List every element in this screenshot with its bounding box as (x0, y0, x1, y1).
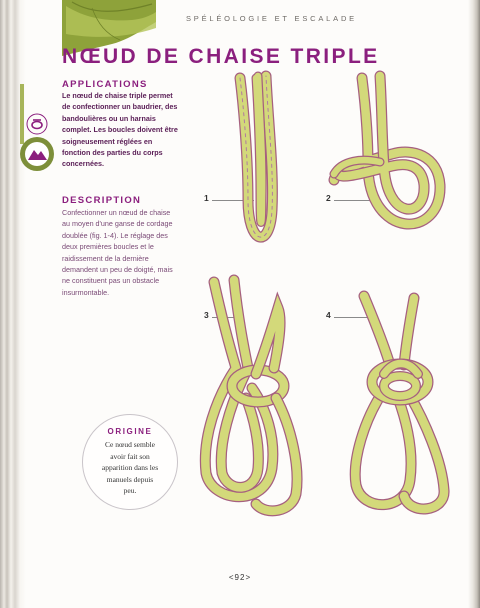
text-line: Confectionner un nœud de chaise (62, 208, 171, 217)
text-line: insurmontable. (62, 287, 110, 297)
text-line: au moyen d'une ganse de cordage (62, 219, 173, 229)
text-line: fonction des parties du corps (62, 148, 163, 158)
text-line: Ce nœud semble (105, 440, 155, 449)
text-line: concernées. (62, 159, 104, 169)
knot-figure-3 (196, 268, 326, 518)
text-line: demandent un peu de doigté, mais (62, 265, 173, 275)
text-line: de confectionner un baudrier, des (62, 102, 178, 112)
rope-knot-icon (26, 113, 48, 135)
side-tab-stripe (20, 84, 24, 144)
page-title: NŒUD DE CHAISE TRIPLE (62, 45, 380, 68)
page-number: <92> (228, 573, 252, 582)
origin-heading: ORIGINE (107, 427, 153, 436)
figure-number: 3 (204, 310, 209, 320)
side-tab (20, 137, 54, 171)
origin-text (93, 439, 167, 497)
description-heading: DESCRIPTION (62, 195, 142, 206)
running-head: SPÉLÉOLOGIE ET ESCALADE (186, 14, 357, 23)
origin-callout (82, 414, 178, 510)
figure-number: 1 (204, 193, 209, 203)
text-line: manuels depuis (106, 474, 154, 484)
text-line: bandoulières ou un harnais (62, 113, 156, 123)
text-line: raidissement de la dernière (62, 253, 149, 263)
applications-heading: APPLICATIONS (62, 79, 148, 90)
text-line: soigneusement réglées en (62, 136, 153, 146)
knot-figure-4 (344, 290, 474, 520)
text-line: peu. (123, 486, 137, 495)
applications-text (62, 90, 197, 170)
figure-number: 2 (326, 193, 331, 203)
text-line: doublée (fig. 1-4). Le réglage des (62, 230, 168, 240)
text-line: avoir fait son (110, 451, 150, 461)
text-line: ne constituent pas un obstacle (62, 276, 160, 286)
text-line: apparition dans les (101, 463, 159, 472)
figure-number: 4 (326, 310, 331, 320)
text-line: Le nœud de chaise triple permet (62, 91, 173, 100)
text-line: complet. Les boucles doivent être (62, 125, 178, 135)
mountain-icon (20, 137, 54, 171)
knot-figure-1 (218, 70, 298, 270)
knot-figure-2 (322, 70, 452, 270)
text-line: deux premières boucles et le (62, 242, 154, 252)
description-text (62, 207, 197, 298)
